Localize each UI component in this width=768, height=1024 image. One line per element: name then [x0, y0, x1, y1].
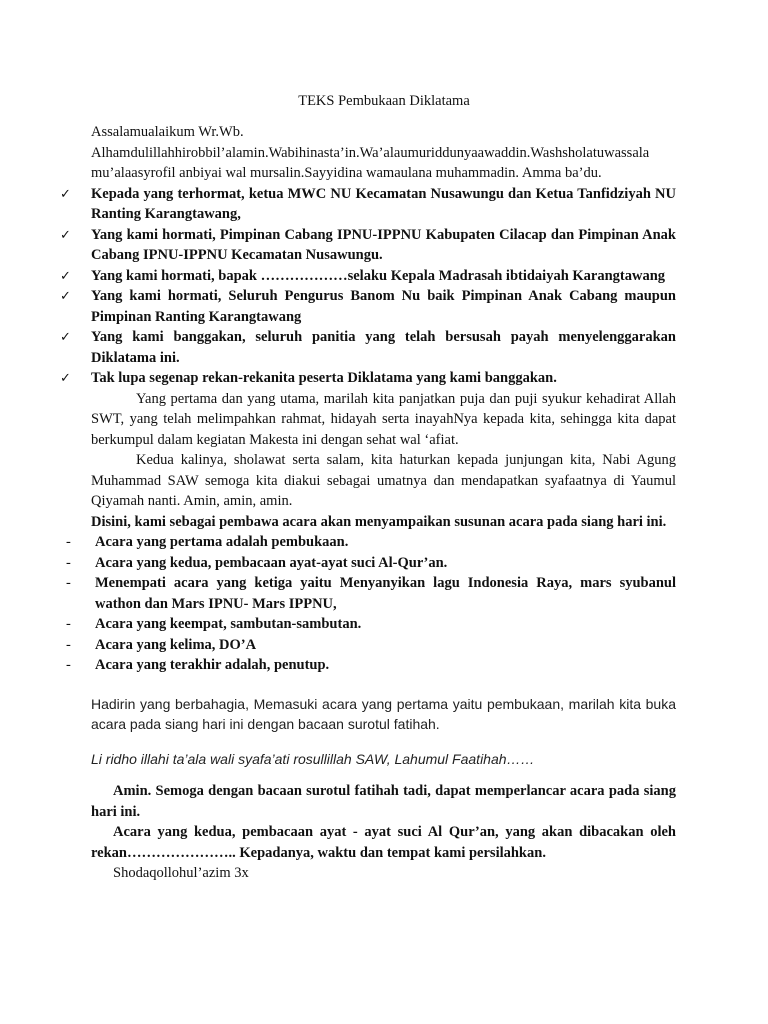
document-title: TEKS Pembukaan Diklatama	[298, 93, 470, 109]
check-icon: ✓	[60, 226, 71, 242]
dash-marker: -	[66, 616, 71, 632]
paragraph-sholawat: Kedua kalinya, sholawat serta salam, kita haturkan kepada junjungan kita, Nabi Agung Muhammad SAW semoga kita diakui sebagai umatnya dan mendapatkan syafaatnya di Yaumul Qiyamah nanti. Amin, amin, amin.	[91, 452, 676, 509]
hamdalah-line: Alhamdulillahhirobbil’alamin.Wabihinasta’in.Wa’alaumuriddunyaawaddin.Washsholatuwassala mu’alaasyrofil anbiyai wal mursalin.Sayyidina wamaulana muhammadin. Amma ba’du.	[91, 144, 650, 181]
agenda-item: - Acara yang kedua, pembacaan ayat-ayat suci Al-Qur’an.	[91, 553, 676, 574]
agenda-item: - Acara yang terakhir adalah, penutup.	[91, 655, 676, 676]
greeting-item: ✓ Yang kami hormati, bapak ………………selaku Kepala Madrasah ibtidaiyah Karangtawang	[91, 266, 676, 287]
document-body	[60, 122, 676, 884]
dash-marker: -	[66, 657, 71, 673]
dash-marker: -	[66, 636, 71, 653]
agenda-item: - Acara yang kelima, DO’A	[91, 635, 676, 656]
dash-marker: -	[66, 554, 71, 571]
dash-marker: -	[66, 534, 71, 550]
agenda-item: - Acara yang pertama adalah pembukaan.	[91, 532, 676, 553]
salam-line: Assalamualaikum Wr.Wb.	[91, 124, 244, 140]
closing-line: Shodaqollohul’azim 3x	[113, 865, 249, 881]
check-icon: ✓	[60, 267, 71, 283]
check-icon: ✓	[60, 185, 71, 201]
greeting-item: ✓ Yang kami hormati, Pimpinan Cabang IPNU-IPPNU Kabupaten Cilacap dan Pimpinan Anak Cabang IPNU-IPPNU Kecamatan Nusawungu.	[60, 226, 676, 263]
check-icon: ✓	[60, 288, 71, 303]
check-icon: ✓	[60, 370, 71, 385]
paragraph-amin: Amin. Semoga dengan bacaan surotul fatihah tadi, dapat memperlancar acara pada siang hari ini.	[91, 783, 676, 820]
paragraph-acara-kedua: Acara yang kedua, pembacaan ayat - ayat suci Al Qur’an, yang akan dibacakan oleh rekan………………….. Kepadanya, waktu dan tempat kami persilahkan.	[91, 824, 676, 861]
agenda-item: - Menempati acara yang ketiga yaitu Menyanyikan lagu Indonesia Raya, mars syubanul wathon dan Mars IPNU- Mars IPPNU,	[66, 575, 676, 612]
greeting-item: ✓ Tak lupa segenap rekan-rekanita peserta Diklatama yang kami banggakan.	[91, 368, 676, 389]
greeting-item: ✓ Yang kami banggakan, seluruh panitia yang telah bersusah payah menyelenggarakan Diklatama ini.	[60, 329, 676, 366]
paragraph-hadirin: Hadirin yang berbahagia, Memasuki acara yang pertama yaitu pembukaan, marilah kita buka acara pada siang hari ini dengan bacaan surotul fatihah.	[91, 695, 676, 732]
dash-marker: -	[66, 575, 71, 591]
greeting-item: ✓ Yang kami hormati, Seluruh Pengurus Banom Nu baik Pimpinan Anak Cabang maupun Pimpinan Ranting Karangtawang	[60, 288, 676, 325]
agenda-list	[66, 532, 676, 676]
paragraph-fatihah: Li ridho illahi ta’ala wali syafa’ati rosullillah SAW, Lahumul Faatihah……	[91, 750, 535, 767]
agenda-item: - Acara yang keempat, sambutan-sambutan.	[91, 614, 676, 635]
greeting-list	[60, 184, 676, 389]
agenda-intro: Disini, kami sebagai pembawa acara akan menyampaikan susunan acara pada siang hari ini.	[91, 513, 667, 530]
check-icon: ✓	[60, 329, 71, 344]
paragraph-puji-syukur: Yang pertama dan yang utama, marilah kita panjatkan puja dan puji syukur kehadirat Allah SWT, yang telah melimpahkan rahmat, hidayah serta inayahNya kepada kita, sehingga kita dapat berkumpul dalam kegiatan Makesta ini dengan sehat wal ‘afiat.	[91, 390, 676, 448]
greeting-item: ✓ Kepada yang terhormat, ketua MWC NU Kecamatan Nusawungu dan Ketua Tanfidziyah NU Ranting Karangtawang,	[60, 185, 676, 222]
